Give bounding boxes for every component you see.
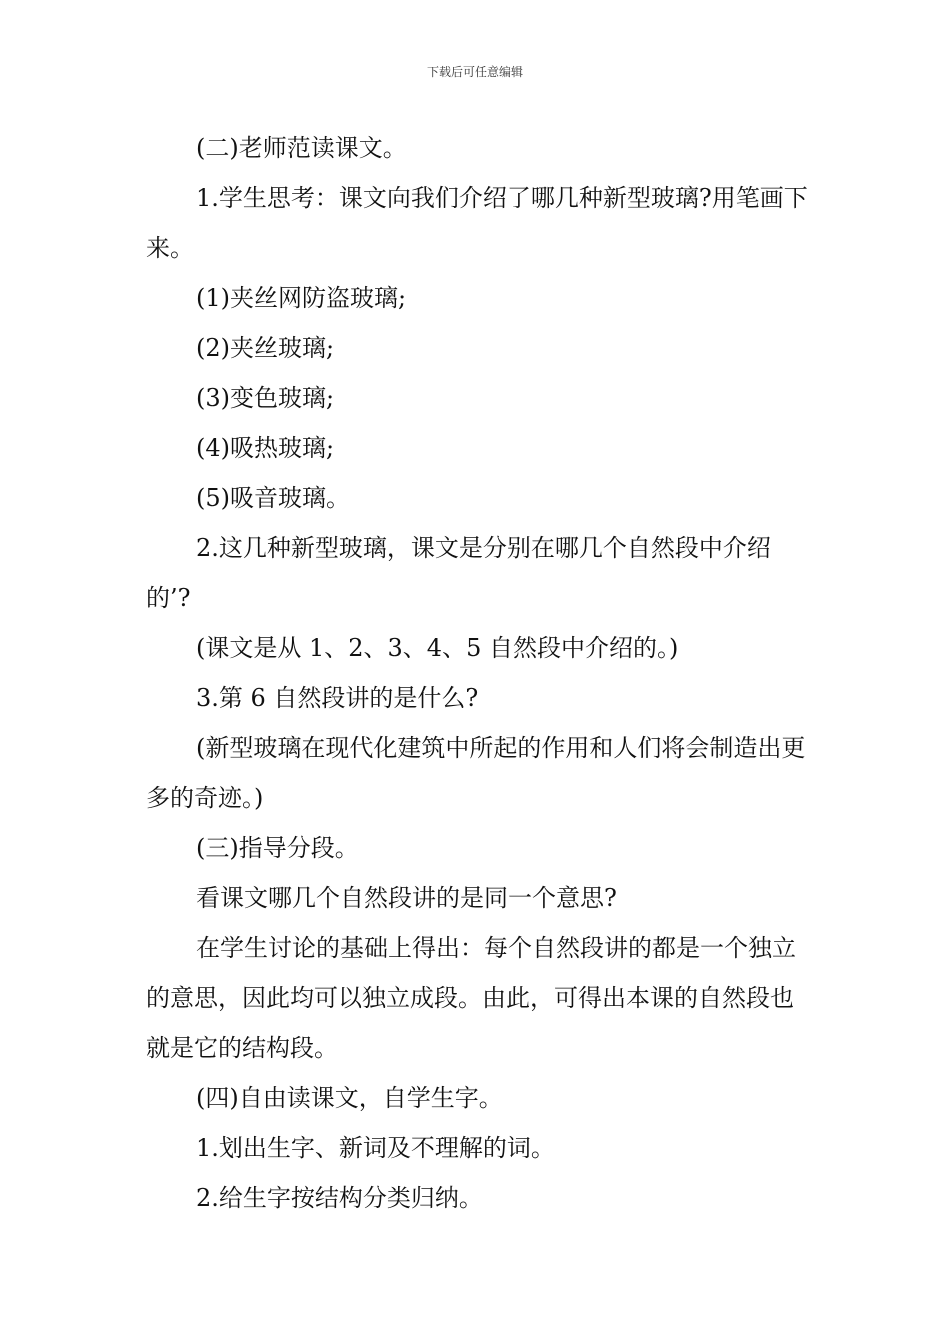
paragraph-task-1: 1.划出生字、新词及不理解的词。	[196, 1134, 555, 1162]
paragraph-question-2: 2.这几种新型玻璃，课文是分别在哪几个自然段中介绍的’?	[146, 534, 771, 612]
paragraph-section-4-heading: (四)自由读课文，自学生字。	[196, 1084, 503, 1112]
list-item-glass-5: (5)吸音玻璃。	[196, 484, 350, 512]
paragraph-section-3-heading: (三)指导分段。	[196, 834, 359, 862]
paragraph-section-3-prompt: 看课文哪几个自然段讲的是同一个意思?	[196, 884, 617, 912]
paragraph-task-2: 2.给生字按结构分类归纳。	[196, 1184, 483, 1212]
paragraph-answer-3: (新型玻璃在现代化建筑中所起的作用和人们将会制造出更多的奇迹。)	[146, 734, 806, 812]
paragraph-answer-2: (课文是从 1、2、3、4、5 自然段中介绍的。)	[196, 634, 679, 662]
list-item-glass-4: (4)吸热玻璃;	[196, 434, 335, 462]
list-item-glass-2: (2)夹丝玻璃;	[196, 334, 335, 362]
paragraph-section-2-heading: (二)老师范读课文。	[196, 134, 407, 162]
page-header-note: 下载后可任意编辑	[426, 65, 523, 79]
paragraph-question-1: 1.学生思考：课文向我们介绍了哪几种新型玻璃?用笔画下来。	[146, 184, 808, 262]
document-body	[146, 123, 810, 1223]
paragraph-question-3: 3.第 6 自然段讲的是什么?	[196, 684, 479, 712]
paragraph-section-3-conclusion: 在学生讨论的基础上得出：每个自然段讲的都是一个独立的意思，因此均可以独立成段。由此，可得出本课的自然段也就是它的结构段。	[146, 934, 796, 1062]
list-item-glass-1: (1)夹丝网防盗玻璃;	[196, 284, 407, 312]
list-item-glass-3: (3)变色玻璃;	[196, 384, 335, 412]
